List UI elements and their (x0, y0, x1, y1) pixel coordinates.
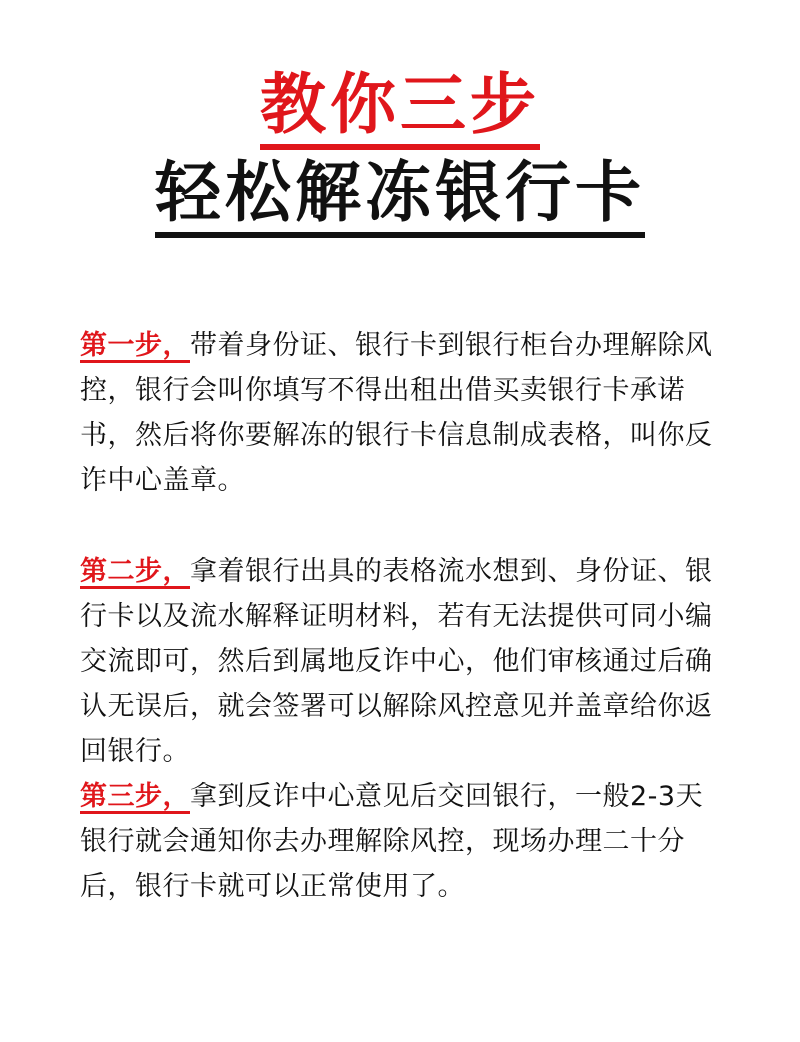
step-1-paragraph (80, 323, 720, 503)
title-line-2 (0, 154, 800, 238)
title-line-2-text: 轻松解冻银行卡 (155, 160, 645, 238)
step-1-label: 第一步， (80, 330, 190, 361)
step-2-paragraph (80, 549, 720, 774)
step-2-text: 拿着银行出具的表格流水想到、身份证、银行卡以及流水解释证明材料，若有无法提供可同小编交流即可，然后到属地反诈中心，他们审核通过后确认无误后，就会签署可以解除风控意见并盖章给你返回银行。 (80, 556, 713, 767)
step-3-paragraph (80, 774, 720, 909)
step-1-text: 带着身份证、银行卡到银行柜台办理解除风控，银行会叫你填写不得出租出借买卖银行卡承诺书，然后将你要解冻的银行卡信息制成表格，叫你反诈中心盖章。 (80, 330, 713, 496)
step-2-label: 第二步， (80, 556, 190, 587)
step-3-label: 第三步， (80, 781, 190, 812)
title-line-1-text: 教你三步 (260, 72, 540, 150)
title-line-1 (0, 66, 800, 150)
step-3-text: 拿到反诈中心意见后交回银行，一般2-3天银行就会通知你去办理解除风控，现场办理二十分后，银行卡就可以正常使用了。 (80, 781, 704, 902)
